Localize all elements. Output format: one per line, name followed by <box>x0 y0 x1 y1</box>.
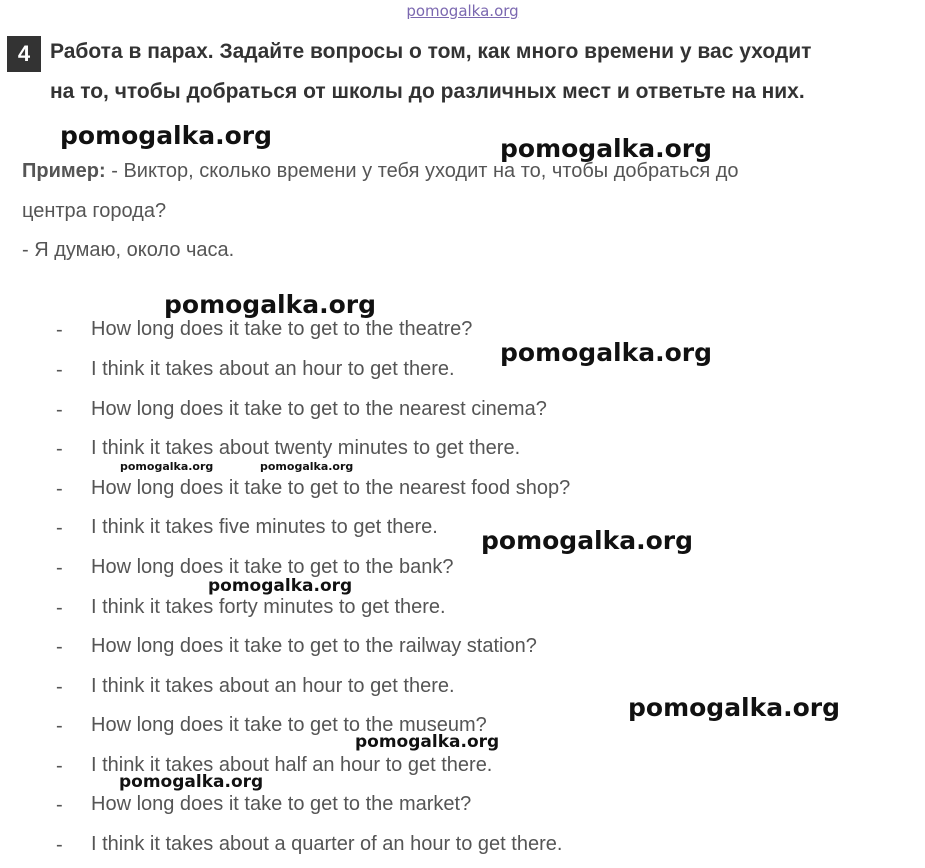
list-dash: - <box>56 399 63 421</box>
list-dash: - <box>56 597 63 619</box>
example-line-2: центра города? <box>22 200 167 222</box>
list-dash: - <box>56 557 63 579</box>
watermark: pomogalka.org <box>500 338 713 367</box>
list-dash: - <box>56 794 63 816</box>
example-line-1 <box>22 160 739 183</box>
list-dash: - <box>56 438 63 460</box>
watermark: pomogalka.org <box>120 460 214 473</box>
list-dash: - <box>56 676 63 698</box>
watermark: pomogalka.org <box>60 121 273 150</box>
dialogue-line: How long does it take to get to the nearest cinema? <box>91 398 547 420</box>
list-dash: - <box>56 517 63 539</box>
dialogue-line: How long does it take to get to the museum? <box>91 714 487 736</box>
dialogue-line: I think it takes about half an hour to get there. <box>91 754 493 776</box>
dialogue-line: How long does it take to get to the market? <box>91 793 472 815</box>
dialogue-line: How long does it take to get to the railway station? <box>91 635 537 657</box>
list-dash: - <box>56 478 63 500</box>
list-dash: - <box>56 359 63 381</box>
list-dash: - <box>56 715 63 737</box>
watermark: pomogalka.org <box>500 134 713 163</box>
dialogue-line: How long does it take to get to the nearest food shop? <box>91 477 571 499</box>
dialogue-line: I think it takes about an hour to get there. <box>91 358 455 380</box>
dialogue-line: How long does it take to get to the bank? <box>91 556 454 578</box>
dialogue-line: I think it takes about an hour to get there. <box>91 675 455 697</box>
dialogue-line: I think it takes forty minutes to get there. <box>91 596 446 618</box>
watermark: pomogalka.org <box>260 460 354 473</box>
dialogue-line: I think it takes about twenty minutes to get there. <box>91 437 521 459</box>
watermark: pomogalka.org <box>355 732 500 752</box>
list-dash: - <box>56 755 63 777</box>
watermark: pomogalka.org <box>119 772 264 792</box>
list-dash: - <box>56 319 63 341</box>
task-number-badge: 4 <box>7 36 41 72</box>
watermark: pomogalka.org <box>164 290 377 319</box>
dialogue-line: I think it takes about a quarter of an hour to get there. <box>91 833 563 855</box>
task-instruction-line-2: на то, чтобы добраться от школы до различных мест и ответьте на них. <box>50 80 805 103</box>
header-watermark[interactable]: pomogalka.org <box>406 2 519 20</box>
example-question-start: - Виктор, сколько времени у тебя уходит на то, чтобы добраться до <box>105 160 739 182</box>
watermark: pomogalka.org <box>628 693 841 722</box>
task-instruction-line-1: Работа в парах. Задайте вопросы о том, как много времени у вас уходит <box>50 40 812 63</box>
watermark: pomogalka.org <box>481 526 694 555</box>
watermark: pomogalka.org <box>208 576 353 596</box>
list-dash: - <box>56 636 63 658</box>
dialogue-line: I think it takes five minutes to get there. <box>91 516 438 538</box>
example-label: Пример: <box>22 160 106 182</box>
dialogue-line: How long does it take to get to the theatre? <box>91 318 473 340</box>
example-line-3: - Я думаю, около часа. <box>22 239 235 261</box>
list-dash: - <box>56 834 63 856</box>
